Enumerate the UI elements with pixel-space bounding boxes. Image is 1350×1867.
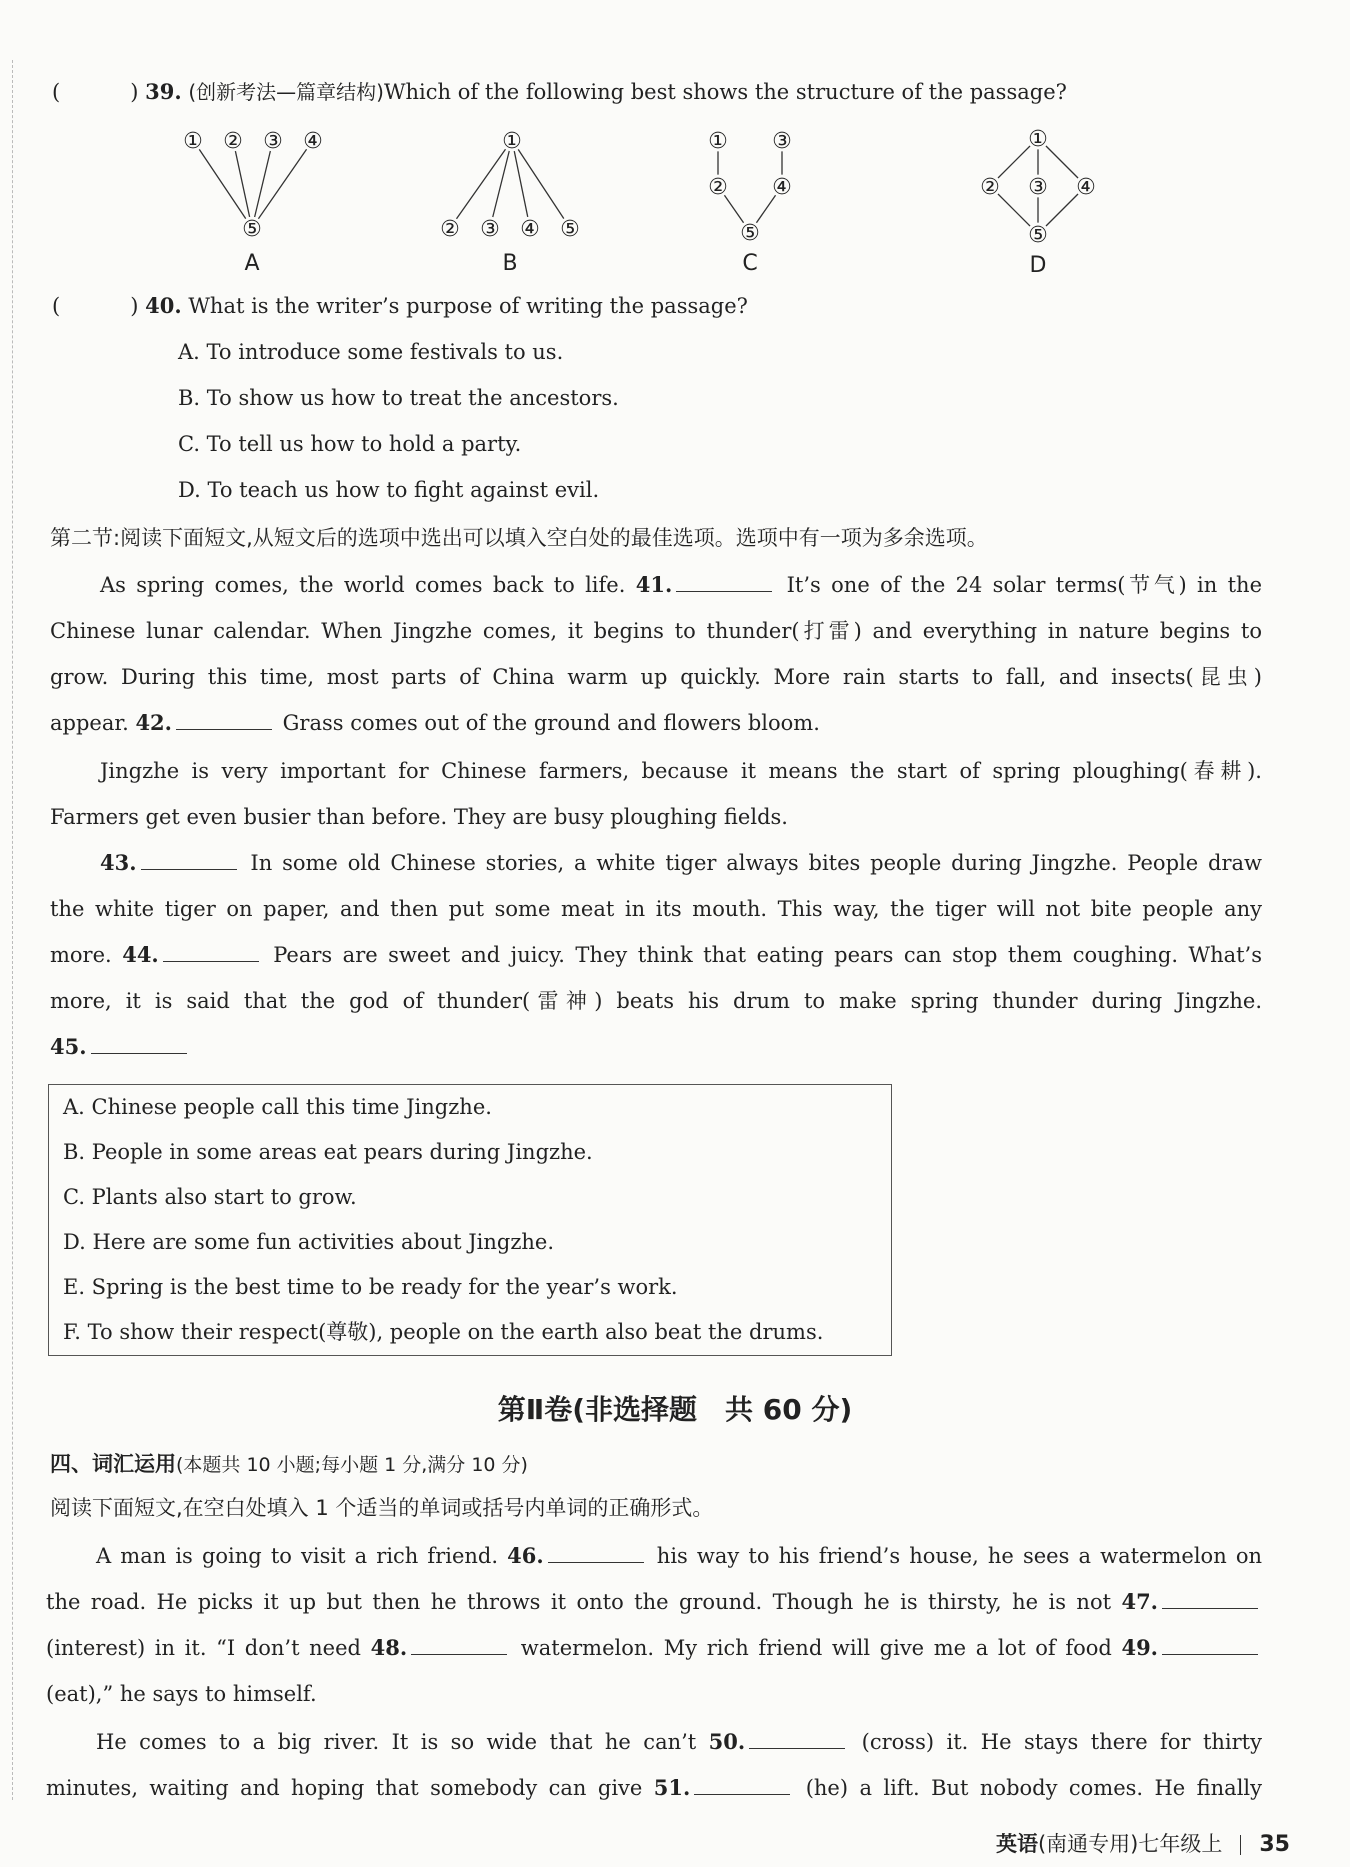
diagram-node: ③ bbox=[263, 129, 283, 154]
passage-line: more. 44. Pears are sweet and juicy. They think that eating pears can stop them coughing. What’s bbox=[50, 942, 1263, 967]
diagram-node: ① bbox=[502, 129, 522, 154]
diagram-node: ⑤ bbox=[740, 221, 760, 246]
page-footer bbox=[996, 1828, 1290, 1858]
answer-blank[interactable] bbox=[1162, 1588, 1258, 1609]
passage-line: minutes, waiting and hoping that somebody can give 51. (he) a lift. But nobody comes. He finally bbox=[46, 1775, 1262, 1800]
diagram-node: ④ bbox=[772, 175, 792, 200]
answer-blank[interactable] bbox=[411, 1634, 507, 1655]
diagram-label-c: C bbox=[742, 251, 758, 276]
answer-blank[interactable] bbox=[676, 571, 772, 592]
diagram-node: ① bbox=[1028, 127, 1048, 152]
diagram-node: ④ bbox=[520, 217, 540, 242]
part4-heading: 四、词汇运用(本题共 10 小题;每小题 1 分,满分 10 分) bbox=[50, 1452, 528, 1476]
diagram-node: ③ bbox=[772, 129, 792, 154]
diagram-node: ② bbox=[440, 217, 460, 242]
q40-option-d: D. To teach us how to fight against evil. bbox=[178, 478, 600, 502]
page-number: 35 bbox=[1259, 1832, 1290, 1857]
diagram-node: ③ bbox=[1028, 175, 1048, 200]
volume-title: 第Ⅱ卷(非选择题 共 60 分) bbox=[497, 1393, 853, 1426]
q40-option-c: C. To tell us how to hold a party. bbox=[178, 432, 522, 456]
footer-edition: (南通专用) bbox=[1037, 1832, 1139, 1856]
diagram-node: ① bbox=[183, 129, 203, 154]
structure-diagrams bbox=[0, 118, 1350, 278]
section2-instruction: 第二节:阅读下面短文,从短文后的选项中选出可以填入空白处的最佳选项。选项中有一项为多余选项。 bbox=[50, 526, 988, 550]
option-a: A. Chinese people call this time Jingzhe. bbox=[63, 1095, 492, 1119]
answer-blank[interactable] bbox=[1162, 1634, 1258, 1655]
diagram-label-a: A bbox=[244, 251, 260, 276]
passage-line: more, it is said that the god of thunder(雷神) beats his drum to make spring thunder during Jingzhe. bbox=[50, 989, 1262, 1013]
option-b: B. People in some areas eat pears during Jingzhe. bbox=[63, 1140, 593, 1164]
passage-line: He comes to a big river. It is so wide that he can’t 50. (cross) it. He stays there for thirty bbox=[96, 1729, 1262, 1754]
answer-blank[interactable] bbox=[176, 709, 272, 730]
passage-line: the road. He picks it up but then he throws it onto the ground. Though he is thirsty, he is not 47. bbox=[46, 1588, 1262, 1616]
passage-line: As spring comes, the world comes back to life. 41. It’s one of the 24 solar terms(节气) in the bbox=[100, 572, 1263, 597]
passage-line: 43. In some old Chinese stories, a white tiger always bites people during Jingzhe. People draw bbox=[100, 850, 1262, 875]
diagram-node: ① bbox=[708, 129, 728, 154]
passage-line: Chinese lunar calendar. When Jingzhe comes, it begins to thunder(打雷) and everything in nature begins to bbox=[50, 619, 1262, 643]
diagram-node: ⑤ bbox=[1028, 223, 1048, 248]
diagram-node: ② bbox=[223, 129, 243, 154]
option-d: D. Here are some fun activities about Jingzhe. bbox=[63, 1230, 555, 1254]
answer-blank[interactable] bbox=[163, 941, 259, 962]
passage-line: Jingzhe is very important for Chinese farmers, because it means the start of spring ploughing(春耕). bbox=[100, 759, 1262, 783]
question-text: What is the writer’s purpose of writing the passage? bbox=[188, 294, 748, 318]
question-tag: (创新考法—篇章结构) bbox=[188, 80, 384, 104]
passage-line: (interest) in it. “I don’t need 48. watermelon. My rich friend will give me a lot of food 49. bbox=[46, 1634, 1262, 1662]
answer-blank[interactable] bbox=[749, 1728, 845, 1749]
question-39: ( ) 39. (创新考法—篇章结构)Which of the following best shows the structure of the passage? bbox=[52, 79, 1067, 104]
options-box bbox=[48, 1084, 892, 1356]
q40-option-a: A. To introduce some festivals to us. bbox=[178, 340, 564, 364]
passage-line: A man is going to visit a rich friend. 46. his way to his friend’s house, he sees a watermelon on bbox=[96, 1543, 1263, 1568]
question-number: 40. bbox=[145, 293, 182, 318]
footer-subject: 英语 bbox=[995, 1832, 1038, 1856]
passage-line: Farmers get even busier than before. They are busy ploughing fields. bbox=[50, 805, 788, 829]
passage-line: grow. During this time, most parts of China warm up quickly. More rain starts to fall, and insects(昆虫) bbox=[50, 665, 1262, 689]
diagram-label-d: D bbox=[1029, 253, 1047, 278]
diagram-node: ③ bbox=[480, 217, 500, 242]
part4-instruction: 阅读下面短文,在空白处填入 1 个适当的单词或括号内单词的正确形式。 bbox=[50, 1496, 714, 1520]
binding-margin-line bbox=[12, 60, 13, 1800]
answer-blank[interactable] bbox=[694, 1774, 790, 1795]
diagram-node: ② bbox=[708, 175, 728, 200]
diagram-node: ② bbox=[980, 175, 1000, 200]
diagram-node: ④ bbox=[303, 129, 323, 154]
option-c: C. Plants also start to grow. bbox=[63, 1185, 357, 1209]
diagram-label-b: B bbox=[502, 251, 518, 276]
option-e: E. Spring is the best time to be ready for the year’s work. bbox=[63, 1275, 678, 1299]
diagram-node: ⑤ bbox=[242, 217, 262, 242]
q40-option-b: B. To show us how to treat the ancestors. bbox=[178, 386, 619, 410]
diagram-node: ⑤ bbox=[560, 217, 580, 242]
question-text: Which of the following best shows the structure of the passage? bbox=[383, 80, 1067, 104]
answer-blank[interactable] bbox=[141, 849, 237, 870]
diagram-node: ④ bbox=[1076, 175, 1096, 200]
passage-line: appear. 42. Grass comes out of the ground and flowers bloom. bbox=[50, 710, 820, 735]
answer-blank[interactable] bbox=[548, 1542, 644, 1563]
passage-line: (eat),” he says to himself. bbox=[46, 1682, 317, 1706]
answer-blank[interactable] bbox=[91, 1033, 187, 1054]
footer-grade: 七年级上 bbox=[1138, 1832, 1223, 1856]
option-f: F. To show their respect(尊敬), people on the earth also beat the drums. bbox=[63, 1320, 824, 1344]
passage-line: the white tiger on paper, and then put some meat in its mouth. This way, the tiger will not bite people any bbox=[50, 897, 1262, 921]
question-number: 39. bbox=[145, 79, 182, 104]
question-40: ( ) 40. What is the writer’s purpose of writing the passage? bbox=[52, 293, 748, 318]
passage-line: 45. bbox=[50, 1033, 191, 1061]
